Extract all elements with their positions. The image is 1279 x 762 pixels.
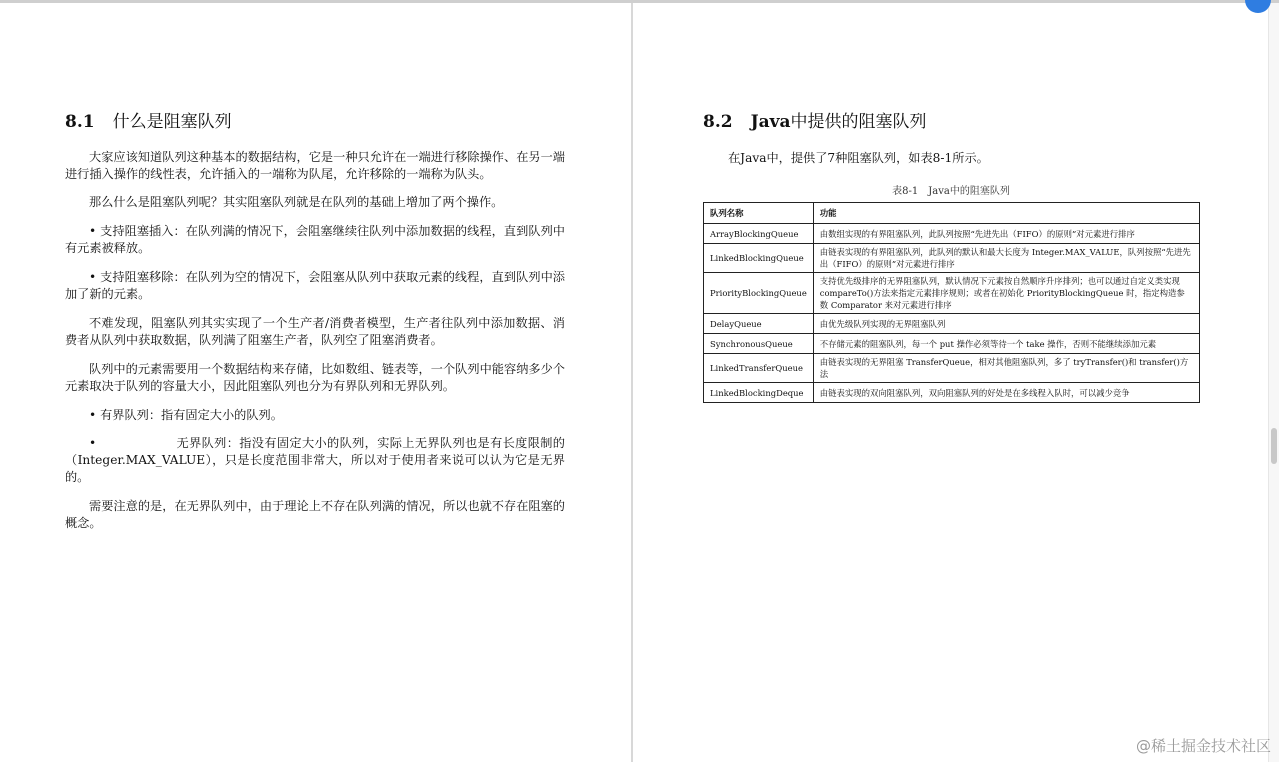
queue-function-cell: 由优先级队列实现的无界阻塞队列 <box>813 314 1199 334</box>
paragraph-queue-storage: 队列中的元素需要用一个数据结构来存储，比如数组、链表等，一个队列中能容纳多少个元素取决于队列的容量大小，因此阻塞队列也分为有界队列和无界队列。 <box>65 362 565 393</box>
queue-name-cell: SynchronousQueue <box>704 334 814 354</box>
queue-name-cell: LinkedBlockingQueue <box>704 244 814 273</box>
bullet-unbounded-queue <box>65 435 565 486</box>
paragraph-blocking-queue-question: 那么什么是阻塞队列呢？其实阻塞队列就是在队列的基础上增加了两个操作。 <box>89 195 504 209</box>
bullet-mark: • <box>89 436 97 450</box>
table-header-row <box>704 203 1200 224</box>
queue-function-cell: 不存储元素的阻塞队列，每一个 put 操作必须等待一个 take 操作，否则不能继续添加元素 <box>813 334 1199 354</box>
queue-function-cell: 由链表实现的无界阻塞 TransferQueue，相对其他阻塞队列，多了 tryTransfer()和 transfer()方法 <box>813 354 1199 383</box>
column-header-name: 队列名称 <box>704 203 814 224</box>
bullet-blocking-remove: • 支持阻塞移除：在队列为空的情况下，会阻塞从队列中获取元素的线程，直到队列中添加了新的元素。 <box>65 270 565 301</box>
queue-name-cell: PriorityBlockingQueue <box>704 273 814 314</box>
queue-function-cell: 由链表实现的双向阻塞队列，双向阻塞队列的好处是在多线程入队时，可以减少竞争 <box>813 383 1199 403</box>
table-row <box>704 383 1200 403</box>
column-header-function: 功能 <box>813 203 1199 224</box>
queue-function-cell: 由链表实现的有界阻塞队列，此队列的默认和最大长度为 Integer.MAX_VALUE，队列按照“先进先出（FIFO）的原则”对元素进行排序 <box>813 244 1199 273</box>
queue-name-cell: LinkedTransferQueue <box>704 354 814 383</box>
table-row <box>704 334 1200 354</box>
paragraph-producer-consumer: 不难发现，阻塞队列其实实现了一个生产者/消费者模型，生产者往队列中添加数据、消费者从队列中获取数据，队列满了阻塞生产者，队列空了阻塞消费者。 <box>65 316 565 347</box>
section-number: 8.1 <box>65 112 95 132</box>
queue-name-cell: ArrayBlockingQueue <box>704 224 814 244</box>
queue-name-cell: DelayQueue <box>704 314 814 334</box>
table-row <box>704 244 1200 273</box>
section-heading-8-1 <box>65 107 232 132</box>
bullet-bounded-queue: • 有界队列：指有固定大小的队列。 <box>89 408 283 422</box>
bullet-unbounded-text: 无界队列：指没有固定大小的队列，实际上无界队列也是有长度限制的（Integer.MAX_VALUE），只是长度范围非常大，所以对于使用者来说可以认为它是无界的。 <box>65 436 565 484</box>
section-title-rest: 中提供的阻塞队列 <box>790 112 927 132</box>
intro-text: 在Java中，提供了7种阻塞队列，如表8-1所示。 <box>728 151 989 165</box>
blocking-queue-table <box>703 202 1200 403</box>
paragraph-unbounded-note: 需要注意的是，在无界队列中，由于理论上不存在队列满的情况，所以也就不存在阻塞的概念。 <box>65 499 565 530</box>
table-row <box>704 354 1200 383</box>
bullet-blocking-insert: • 支持阻塞插入：在队列满的情况下，会阻塞继续往队列中添加数据的线程，直到队列中有元素被释放。 <box>65 224 565 255</box>
table-row <box>704 314 1200 334</box>
section-number: 8.2 <box>703 112 733 132</box>
table-row <box>704 273 1200 314</box>
document-page-right <box>633 3 1269 762</box>
section-title: 什么是阻塞队列 <box>112 112 232 132</box>
queue-function-cell: 由数组实现的有界阻塞队列，此队列按照“先进先出（FIFO）的原则”对元素进行排序 <box>813 224 1199 244</box>
watermark: @稀土掘金技术社区 <box>1135 737 1271 755</box>
paragraph-queue-definition: 大家应该知道队列这种基本的数据结构，它是一种只允许在一端进行移除操作、在另一端进行插入操作的线性表，允许插入的一端称为队尾，允许移除的一端称为队头。 <box>65 150 565 181</box>
vertical-scrollbar[interactable] <box>1268 3 1279 762</box>
table-caption: 表8-1 Java中的阻塞队列 <box>892 186 1010 197</box>
queue-name-cell: LinkedBlockingDeque <box>704 383 814 403</box>
table-row <box>704 224 1200 244</box>
section-title-java: Java <box>750 112 791 132</box>
section-heading-8-2 <box>703 107 927 132</box>
document-page-left <box>0 3 631 762</box>
scrollbar-thumb[interactable] <box>1271 428 1277 464</box>
queue-function-cell: 支持优先级排序的无界阻塞队列，默认情况下元素按自然顺序升序排列；也可以通过自定义类实现 compareTo()方法来指定元素排序规则；或者在初始化 PriorityBlockingQueue 时，指定构造参数 Comparator 来对元素进行排序 <box>813 273 1199 314</box>
